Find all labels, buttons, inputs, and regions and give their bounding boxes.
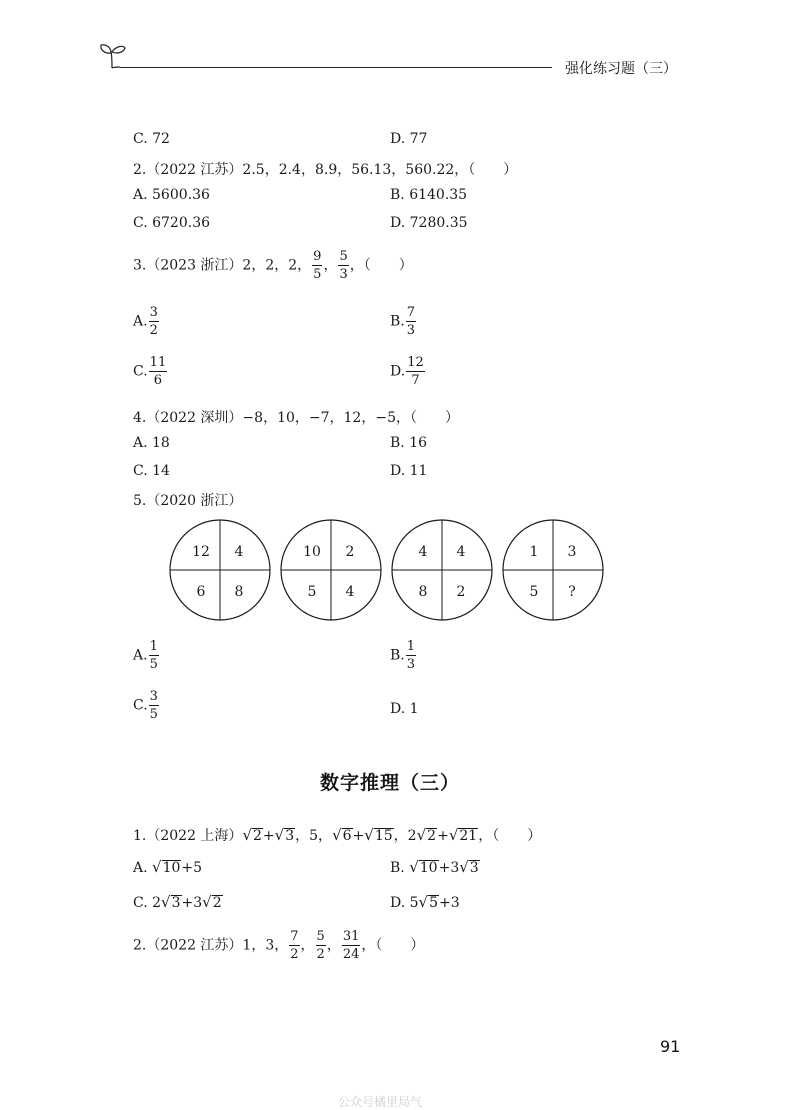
sec-q2-fraction-1: $\frac{7}{2}$ <box>290 929 299 962</box>
sec-q2-fraction-2: $\frac{5}{2}$ <box>316 929 325 962</box>
section-title: 数字推理（三） <box>320 772 461 794</box>
circle-3-bottom-left-value: 8 <box>418 584 428 600</box>
watermark: 公众号橘里局气 <box>338 1095 423 1109</box>
q4-option-a: A. 18 <box>133 435 170 451</box>
circle-3-bottom-right-value: 2 <box>456 584 466 600</box>
q5-stem: 5.（2020 浙江） <box>133 493 243 509</box>
circle-2-bottom-left-value: 5 <box>307 584 317 600</box>
q4-option-c: C. 14 <box>133 463 170 479</box>
circle-4-bottom-right-value: ? <box>568 584 576 600</box>
q4-option-d: D. 11 <box>390 463 428 479</box>
q3-stem: 3.（2023 浙江）2，2，2， $\frac{9}{5}$ ， $\frac{5}{3}$ ，（ ） <box>133 249 413 282</box>
header-rule <box>120 67 552 68</box>
q1-option-c: C. 72 <box>133 131 170 147</box>
sec-q1-stem: 1.（2022 上海） √ 2 + √ 3 ，5， √ 6 + √ 15 ，2 √ 2 + √ 21 ，（ ） <box>133 826 542 844</box>
sec-q2-fraction-3: $\frac{31}{24}$ <box>342 929 360 962</box>
circle-4-top-right-value: 3 <box>567 544 577 560</box>
circle-4 <box>503 520 603 620</box>
q2-option-d: D. 7280.35 <box>390 215 468 231</box>
q1-option-d: D. 77 <box>390 131 428 147</box>
circle-4-bottom-left-value: 5 <box>529 584 539 600</box>
q2-option-a: A. 5600.36 <box>133 187 210 203</box>
circle-2-bottom-right-value: 4 <box>345 584 355 600</box>
sec-q1-option-a: A. √ 10 +5 <box>133 858 203 876</box>
sec-q1-option-b: B. √ 10 +3 √ 3 <box>390 858 479 876</box>
circle-4-top-left-value: 1 <box>529 544 539 560</box>
q5-option-d: D. 1 <box>390 701 419 717</box>
q5-circle-diagram <box>165 515 577 625</box>
circle-1-bottom-left-value: 6 <box>196 584 206 600</box>
sprout-icon <box>98 42 128 70</box>
q3-fraction-2: $\frac{5}{3}$ <box>339 249 348 282</box>
circle-2 <box>281 520 381 620</box>
q3-option-b: B. $\frac{7}{3}$ <box>390 305 416 338</box>
circle-1 <box>170 520 270 620</box>
q5-option-b: B. $\frac{1}{3}$ <box>390 639 416 672</box>
circle-1-top-left-value: 12 <box>192 544 210 560</box>
q3-option-d: D. $\frac{12}{7}$ <box>390 355 424 388</box>
circle-2-top-right-value: 2 <box>345 544 355 560</box>
sec-q1-option-c: C. 2 √ 3 +3 √ 2 <box>133 893 222 911</box>
circle-1-top-right-value: 4 <box>234 544 244 560</box>
circle-2-top-left-value: 10 <box>303 544 321 560</box>
q3-option-c: C. $\frac{11}{6}$ <box>133 355 167 388</box>
circle-3 <box>392 520 492 620</box>
q2-stem: 2.（2022 江苏）2.5，2.4，8.9，56.13，560.22，（ ） <box>133 162 518 178</box>
q3-prefix: 3.（2023 浙江）2，2，2， <box>133 257 312 274</box>
circle-3-top-right-value: 4 <box>456 544 466 560</box>
page-number: 91 <box>660 1037 681 1056</box>
q4-option-b: B. 16 <box>390 435 428 451</box>
circle-1-bottom-right-value: 8 <box>234 584 244 600</box>
q2-option-b: B. 6140.35 <box>390 187 468 203</box>
q4-stem: 4.（2022 深圳）−8，10，−7，12，−5，（ ） <box>133 410 459 426</box>
q5-option-c: C. $\frac{3}{5}$ <box>133 689 158 722</box>
sec-q1-option-d: D. 5 √ 5 +3 <box>390 893 460 911</box>
sec-q2-stem: 2.（2022 江苏）1，3， $\frac{7}{2}$ ， $\frac{5}{2}$ ， $\frac{31}{24}$ ，（ ） <box>133 929 425 962</box>
header-title: 强化练习题（三） <box>565 61 677 77</box>
q3-fraction-1: $\frac{9}{5}$ <box>313 249 322 282</box>
circle-3-top-left-value: 4 <box>418 544 428 560</box>
q3-option-a: A. $\frac{3}{2}$ <box>133 305 158 338</box>
q5-option-a: A. $\frac{1}{5}$ <box>133 639 158 672</box>
q2-option-c: C. 6720.36 <box>133 215 211 231</box>
